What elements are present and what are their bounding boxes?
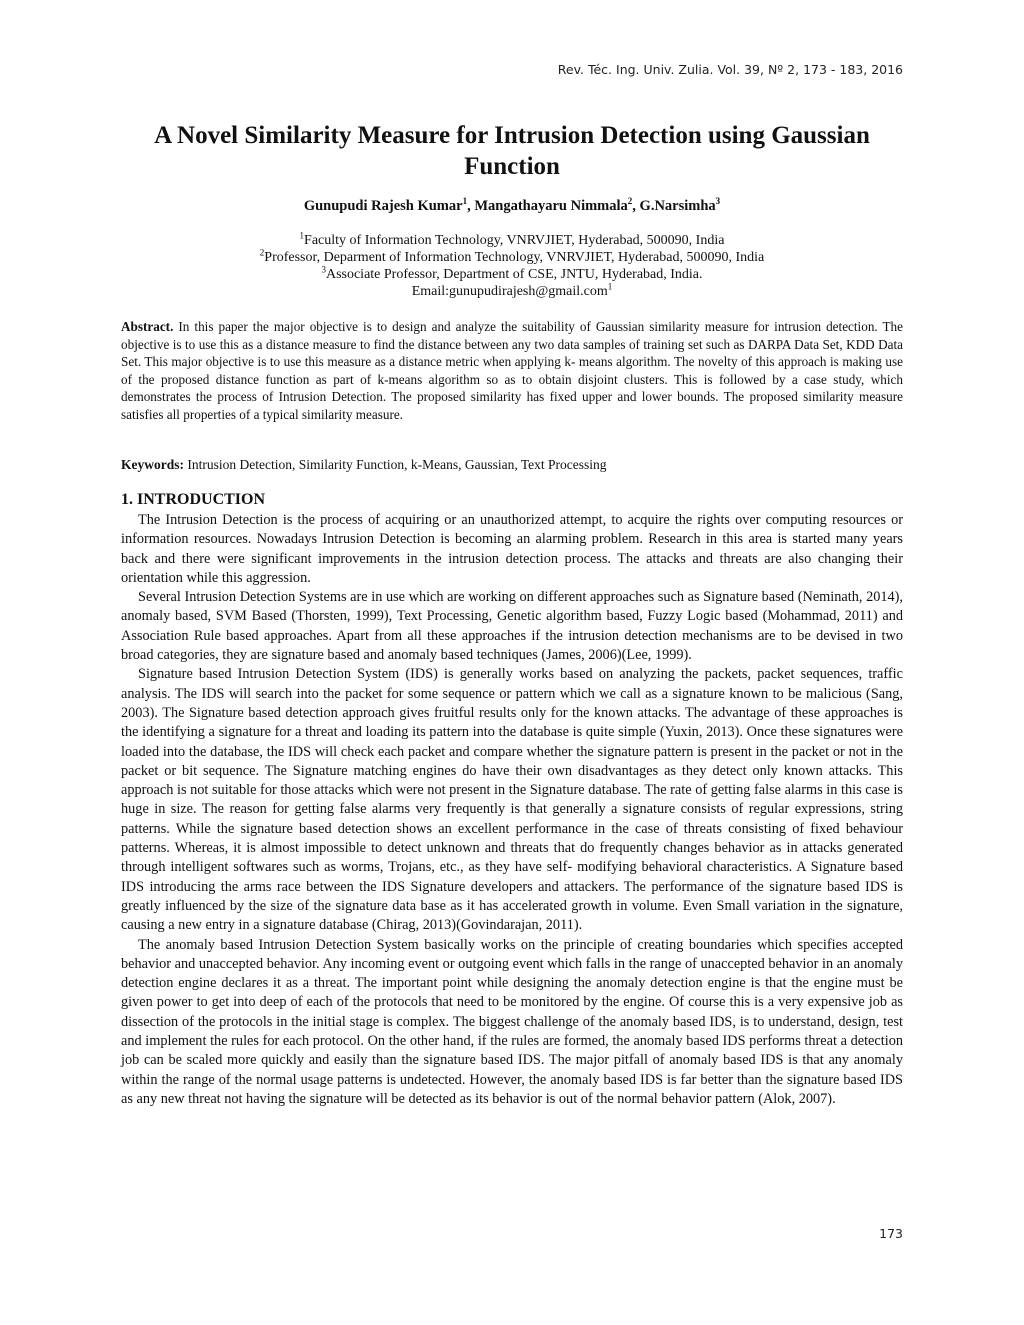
affiliation-1 — [121, 232, 903, 249]
author-3 — [640, 198, 721, 214]
affil-text: Faculty of Information Technology, VNRVJIET, Hyderabad, 500090, India — [304, 233, 725, 248]
section-body — [121, 511, 903, 1109]
paper-title: A Novel Similarity Measure for Intrusion Detection using Gaussian Function — [154, 122, 870, 180]
abstract — [121, 318, 903, 423]
paragraph-4: The anomaly based Intrusion Detection System basically works on the principle of creating boundaries which specifies accepted behavior and unaccepted behavior. Any incoming event or outgoing event which falls in the range of unaccepted behavior in an anomaly detection engine declares it as a threat. The important point while designing the anomaly detection engine is that the engine must be given power to get into deep of each of the protocols that need to be monitored by the engine. Of course this is a very expensive job as dissection of the protocols in the initial stage is complex. The biggest challenge of the anomaly based IDS, is to understand, design, test and implement the rules for each protocol. On the other hand, if the rules are formed, the anomaly based IDS performs threat a detection job can be scaled more quickly and easily than the signature based IDS. The major pitfall of anomaly based IDS is that any anomaly within the range of the normal usage patterns is undetected. However, the anomaly based IDS is far better than the signature based IDS as any new threat not having the signature will be detected as its behavior is out of the normal behavior pattern (Alok, 2007). — [121, 936, 903, 1107]
author-affil-mark: 3 — [715, 196, 721, 207]
abstract-text: In this paper the major objective is to design and analyze the suitability of Gaussian similarity measure for intrusion detection. The objective is to use this as a distance measure to find the distance between any two data samples of training set such as DARPA Data Set, KDD Data Set. This major objective is to use this measure as a distance metric when applying k- means algorithm. The novelty of this approach is making use of the proposed distance function as part of k-means algorithm so as to obtain disjoint clusters. This is followed by a case study, which demonstrates the process of Intrusion Detection. The proposed similarity has fixed upper and lower bounds. The proposed similarity measure satisfies all properties of a typical similarity measure. — [121, 319, 903, 422]
affiliations — [121, 232, 903, 300]
affil-text: Associate Professor, Department of CSE, JNTU, Hyderabad, India. — [325, 267, 703, 282]
affil-text: Professor, Deparment of Information Technology, VNRVJIET, Hyderabad, 500090, India — [264, 250, 765, 265]
affil-mark: 3 — [321, 264, 326, 275]
author-separator: , — [467, 198, 475, 214]
author-name: G.Narsimha — [639, 198, 716, 214]
paragraph-2: Several Intrusion Detection Systems are in use which are working on different approaches such as Signature based (Neminath, 2014), anomaly based, SVM Based (Thorsten, 1999), Text Processing, Genetic algorithm based, Fuzzy Logic based (Mohammad, 2011) and Association Rule based approaches. Apart from all these approaches if the intrusion detection mechanisms are to be devised in two broad categories, they are signature based and anomaly based techniques (James, 2006)(Lee, 1999). — [121, 589, 903, 664]
keywords-text: Intrusion Detection, Similarity Function, k-Means, Gaussian, Text Processing — [184, 457, 607, 472]
affiliation-3 — [121, 266, 903, 283]
author-name: Gunupudi Rajesh Kumar — [303, 198, 463, 214]
journal-reference: Rev. Téc. Ing. Univ. Zulia. Vol. 39, Nº 2, 173 - 183, 2016 — [557, 62, 903, 77]
email-address: Email:gunupudirajesh@gmail.com — [411, 284, 608, 299]
affiliation-2 — [121, 249, 903, 266]
author-separator: , — [632, 198, 640, 214]
author-list — [121, 198, 903, 215]
keywords-label: Keywords: — [121, 457, 184, 472]
abstract-label: Abstract. — [121, 319, 174, 334]
affil-mark: 2 — [259, 247, 265, 258]
section-heading: 1. INTRODUCTION — [121, 491, 266, 508]
author-name: Mangathayaru Nimmala — [474, 198, 628, 214]
author-1 — [304, 198, 475, 214]
author-affil-mark: 2 — [627, 196, 633, 207]
affil-mark: 1 — [299, 230, 305, 241]
author-2 — [474, 198, 639, 214]
page-number: 173 — [879, 1226, 903, 1241]
email-line — [121, 283, 903, 300]
paragraph-3: Signature based Intrusion Detection System (IDS) is generally works based on analyzing the packets, packet sequences, traffic analysis. The IDS will search into the packet for some sequence or pattern which we call as a signature known to be malicious (Sang, 2003). The Signature based detection approach gives fruitful results only for the known attacks. The advantage of these approaches is the identifying a signature for a threat and loading its pattern into the database is quite simple (Yuxin, 2013). Once these signatures were loaded into the database, the IDS will check each packet and compare whether the signature pattern is present in the packet or not in the packet or bit sequence. The Signature matching engines do have their own disadvantages as they detect only known attacks. This approach is not suitable for those attacks which were not present in the Signature database. The rate of getting false alarms in this case is huge in size. The reason for getting false alarms very frequently is that generally a signature consists of regular expressions, string patterns. While the signature based detection shows an excellent performance in the case of threats consisting of fixed behaviour patterns. Whereas, it is almost impossible to detect unknown and threats that do frequently changes behavior as in attacks generated through intelligent softwares such as worms, Trojans, etc., as they have self- modifying behavioral characteristics. A Signature based IDS introducing the arms race between the IDS Signature developers and attackers. The performance of the signature based IDS is greatly influenced by the size of the signature data base as it has accelerated growth in volume. Even Small variation in the signature, causing a new entry in a signature database (Chirag, 2013)(Govindarajan, 2011). — [121, 666, 903, 934]
author-affil-mark: 1 — [462, 196, 468, 207]
paragraph-1: The Intrusion Detection is the process of acquiring or an unauthorized attempt, to acquire the rights over computing resources or information resources. Nowadays Intrusion Detection is becoming an alarming problem. Research in this area is started many years back and there were significant improvements in the intrusion detection process. The attacks and threats are also changing their orientation while this aggression. — [121, 512, 903, 586]
email-mark: 1 — [607, 281, 613, 292]
keywords — [121, 457, 903, 473]
